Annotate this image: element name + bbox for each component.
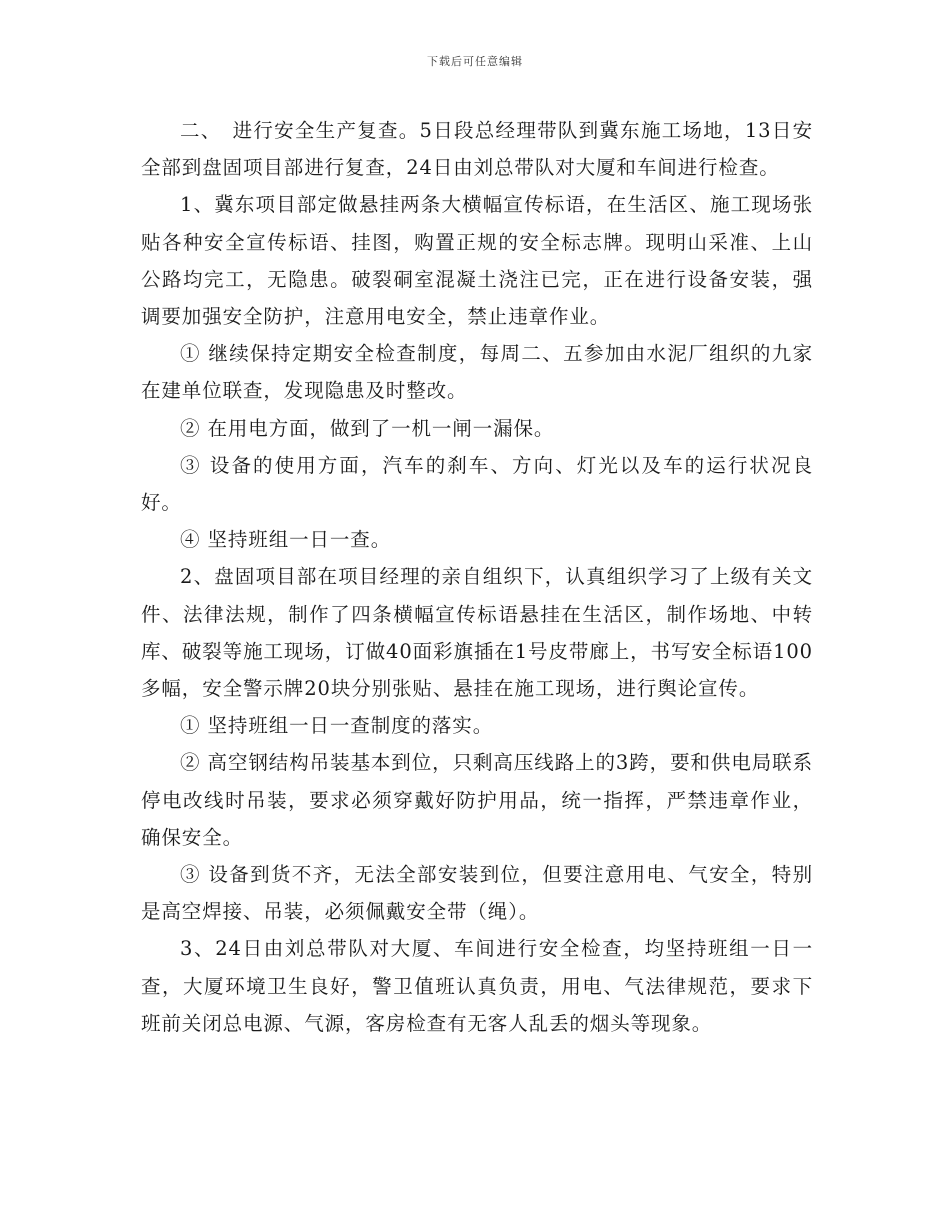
paragraph-jidong-item-2: ② 在用电方面，做到了一机一闸一漏保。: [180, 416, 555, 440]
paragraph-safety-recheck: 二、 进行安全生产复查。5日段总经理带队到冀东施工场地，13日安全部到盘固项目部进行复查，24日由刘总带队对大厦和车间进行检查。: [141, 119, 813, 180]
paragraph-jidong-item-4: ④ 坚持班组一日一查。: [180, 528, 392, 552]
paragraph-building-inspection: 3、24日由刘总带队对大厦、车间进行安全检查，均坚持班组一日一查，大厦环境卫生良好，警卫值班认真负责，用电、气法律规范，要求下班前关闭总电源、气源，客房检查有无客人乱丢的烟头等现象。: [141, 937, 813, 1035]
paragraph-jidong-item-1: ① 继续保持定期安全检查制度，每周二、五参加由水泥厂组织的九家在建单位联查，发现隐患及时整改。: [141, 342, 813, 403]
document-body: [141, 112, 813, 1042]
paragraph-pangu-project: 2、盘固项目部在项目经理的亲自组织下，认真组织学习了上级有关文件、法律法规，制作了四条横幅宣传标语悬挂在生活区，制作场地、中转库、破裂等施工现场，订做40面彩旗插在1号皮带廊上，书写安全标语100多幅，安全警示牌20块分别张贴、悬挂在施工现场，进行舆论宣传。: [141, 565, 813, 701]
paragraph-jidong-project: 1、冀东项目部定做悬挂两条大横幅宣传标语，在生活区、施工现场张贴各种安全宣传标语、挂图，购置正规的安全标志牌。现明山采准、上山公路均完工，无隐患。破裂硐室混凝土浇注已完，正在进行设备安装，强调要加强安全防护，注意用电安全，禁止违章作业。: [141, 193, 813, 329]
paragraph-pangu-item-1: ① 坚持班组一日一查制度的落实。: [180, 714, 494, 738]
paragraph-jidong-item-3: ③ 设备的使用方面，汽车的刹车、方向、灯光以及车的运行状况良好。: [141, 453, 813, 515]
paragraph-pangu-item-3: ③ 设备到货不齐，无法全部安装到位，但要注意用电、气安全，特别是高空焊接、吊装，必须佩戴安全带（绳）。: [141, 863, 813, 924]
paragraph-pangu-item-2: ② 高空钢结构吊装基本到位，只剩高压线路上的3跨，要和供电局联系停电改线时吊装，要求必须穿戴好防护用品，统一指挥，严禁违章作业，确保安全。: [141, 751, 813, 849]
page-header: 下载后可任意编辑: [427, 55, 523, 68]
